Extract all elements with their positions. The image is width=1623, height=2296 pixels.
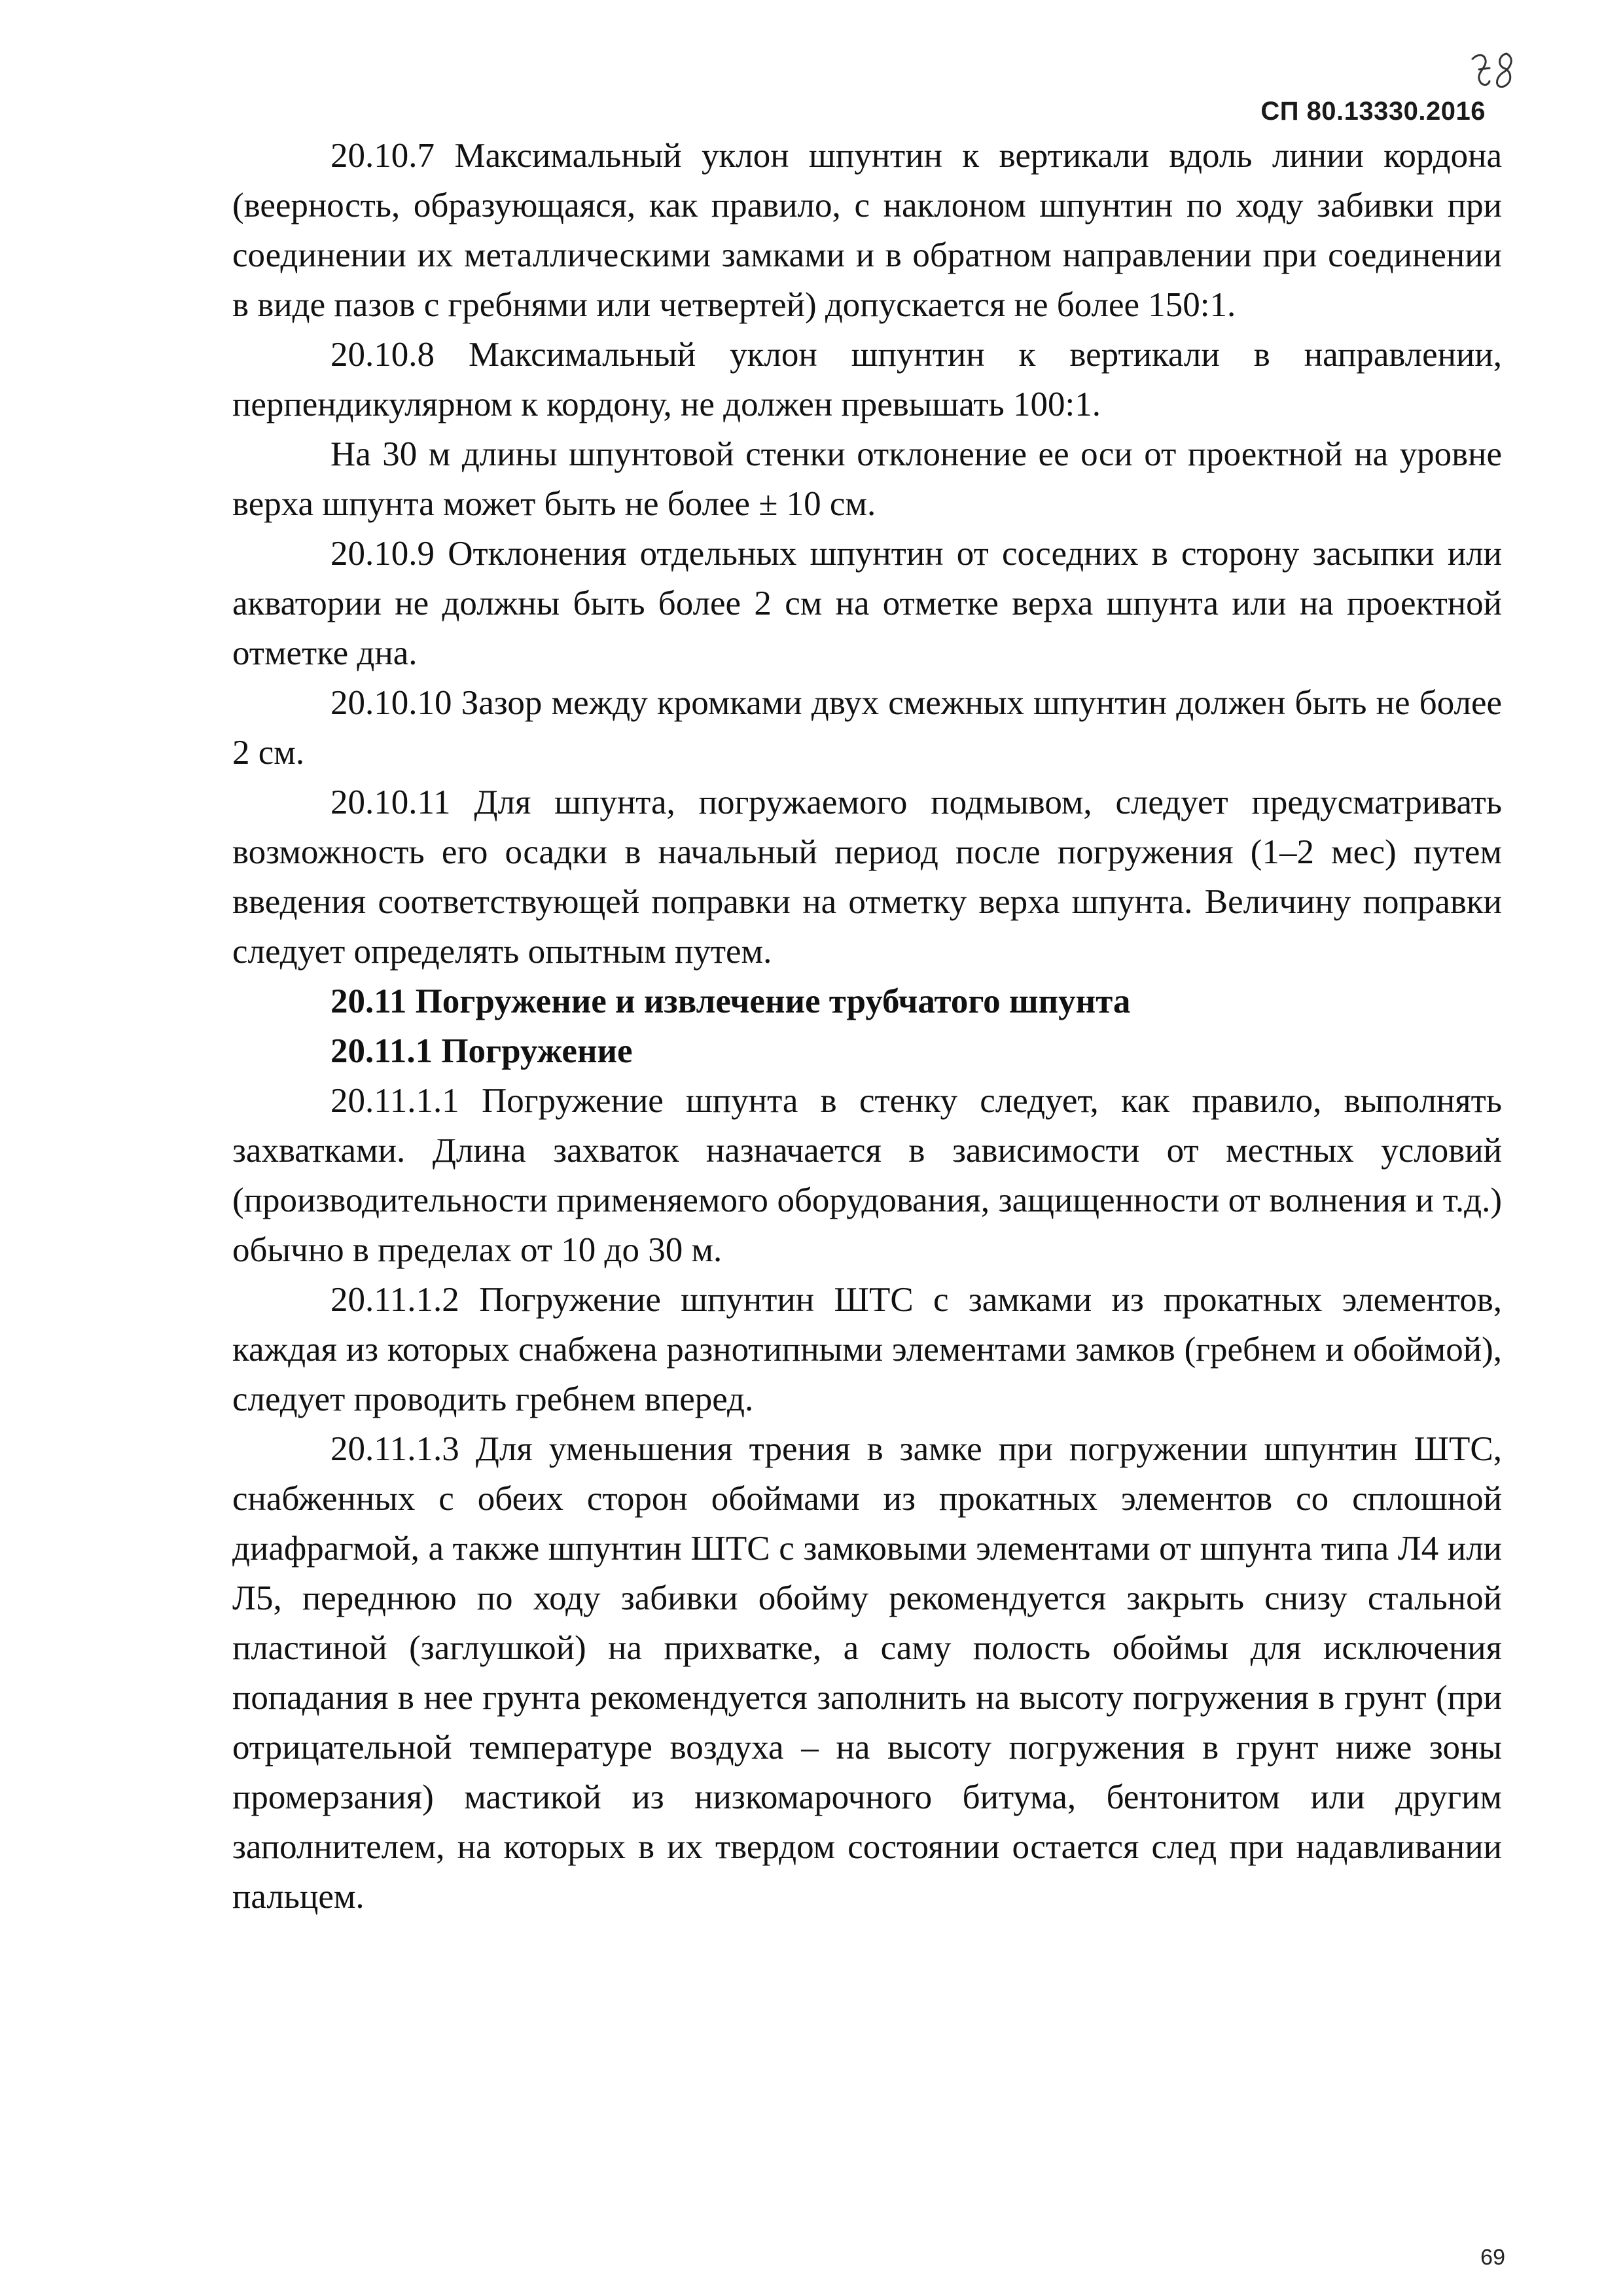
paragraph-20-10-7: 20.10.7 Максимальный уклон шпунтин к вертикали вдоль линии кордона (веерность, образующаяся, как правило, с наклоном шпунтин по ходу забивки при соединении их металлическими замками и в обратном направлении при соединении в виде пазов с гребнями или четвертей) допускается не более 150:1. (232, 137, 1502, 324)
paragraph-20-11-1-3: 20.11.1.3 Для уменьшения трения в замке при погружении шпунтин ШТС, снабженных с обеих сторон обоймами из прокатных элементов со сплошной диафрагмой, а также шпунтин ШТС с замковыми элементами от шпунта типа Л4 или Л5, переднюю по ходу забивки обойму рекомендуется закрыть снизу стальной пластиной (заглушкой) на прихватке, а саму полость обоймы для исключения попадания в нее грунта рекомендуется заполнить на высоту погружения в грунт (при отрицательной температуре воздуха – на высоту погружения в грунт ниже зоны промерзания) мастикой из низкомарочного битума, бентонитом или другим заполнителем, на которых в их твердом состоянии остается след при надавливании пальцем. (232, 1430, 1502, 1916)
paragraph-20-10-9: 20.10.9 Отклонения отдельных шпунтин от соседних в сторону засыпки или акватории не должны быть более 2 см на отметке верха шпунта или на проектной отметке дна. (232, 535, 1502, 672)
subsection-heading-20-11-1: 20.11.1 Погружение (330, 1032, 633, 1070)
page-number: 69 (1480, 2245, 1505, 2270)
paragraph-wall-deviation: На 30 м длины шпунтовой стенки отклонение ее оси от проектной на уровне верха шпунта может быть не более ± 10 см. (232, 435, 1502, 523)
paragraph-20-10-8: 20.10.8 Максимальный уклон шпунтин к вертикали в направлении, перпендикулярном к кордону, не должен превышать 100:1. (232, 336, 1502, 423)
paragraph-20-11-1-1: 20.11.1.1 Погружение шпунта в стенку следует, как правило, выполнять захватками. Длина захваток назначается в зависимости от местных условий (производительности применяемого оборудования, защищенности от волнения и т.д.) обычно в пределах от 10 до 30 м. (232, 1082, 1502, 1269)
paragraph-20-10-11: 20.10.11 Для шпунта, погружаемого подмывом, следует предусматривать возможность его осадки в начальный период после погружения (1–2 мес) путем введения соответствующей поправки на отметку верха шпунта. Величину поправки следует определять опытным путем. (232, 783, 1502, 971)
section-heading-20-11: 20.11 Погружение и извлечение трубчатого шпунта (330, 982, 1131, 1020)
document-code-header: СП 80.13330.2016 (1260, 97, 1486, 126)
handwritten-page-mark (1466, 46, 1525, 98)
paragraph-20-10-10: 20.10.10 Зазор между кромками двух смежных шпунтин должен быть не более 2 см. (232, 684, 1502, 772)
document-body (232, 131, 1502, 1922)
paragraph-20-11-1-2: 20.11.1.2 Погружение шпунтин ШТС с замками из прокатных элементов, каждая из которых снабжена разнотипными элементами замков (гребнем и обоймой), следует проводить гребнем вперед. (232, 1281, 1502, 1418)
